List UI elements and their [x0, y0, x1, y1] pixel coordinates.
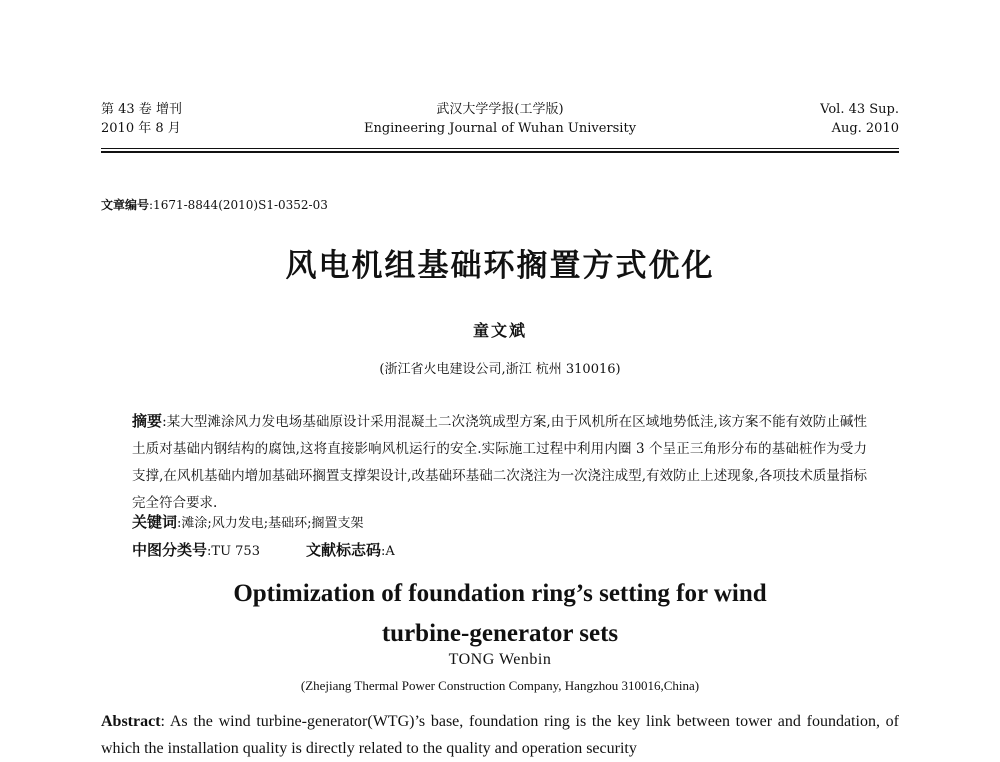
header-right	[820, 100, 899, 138]
classification-value: :TU 753	[207, 544, 260, 559]
abstract-en-text: : As the wind turbine-generator(WTG)’s base, foundation ring is the key link between tower and foundation, of which the installation quality is directly related to the quality and operation security	[101, 713, 899, 757]
paper-title-en-line2: turbine-generator sets	[381, 620, 619, 647]
author-en: TONG Wenbin	[448, 651, 552, 668]
article-number-label: 文章编号	[101, 198, 150, 212]
volume-info: 第 43 卷 增刊	[101, 102, 182, 117]
classification-label: 中图分类号	[132, 541, 208, 559]
keywords-label: 关键词	[132, 513, 178, 531]
journal-name-en: Engineering Journal of Wuhan University	[363, 121, 637, 136]
issue-date-cn: 2010 年 8 月	[101, 121, 181, 136]
doc-code-label: 文献标志码	[305, 541, 381, 559]
article-number-value: :1671-8844(2010)S1-0352-03	[149, 198, 328, 212]
doc-code-value: :A	[380, 544, 395, 559]
author-cn: 童文斌	[472, 321, 527, 340]
affiliation-cn: (浙江省火电建设公司,浙江 杭州 310016)	[379, 362, 621, 377]
abstract-en	[101, 708, 899, 762]
keywords-cn	[132, 512, 364, 534]
journal-name-cn: 武汉大学学报(工学版)	[436, 102, 564, 117]
classification-row	[132, 540, 395, 562]
abstract-cn-label: 摘要	[132, 412, 163, 430]
volume-info-en: Vol. 43 Sup.	[820, 102, 899, 117]
header-rule-thin	[101, 148, 899, 149]
abstract-cn	[132, 408, 867, 517]
keywords-value: :滩涂;风力发电;基础环;搁置支架	[177, 516, 364, 531]
issue-date-en: Aug. 2010	[831, 121, 899, 136]
paper-title-en-line1: Optimization of foundation ring’s setting for wind	[233, 580, 767, 607]
affiliation-en: (Zhejiang Thermal Power Construction Company, Hangzhou 310016,China)	[300, 678, 700, 693]
abstract-en-label: Abstract	[101, 713, 161, 730]
paper-title-en	[0, 574, 1000, 654]
abstract-cn-text: :某大型滩涂风力发电场基础原设计采用混凝土二次浇筑成型方案,由于风机所在区域地势低洼,该方案不能有效防止碱性土质对基础内钢结构的腐蚀,这将直接影响风机运行的安全.实际施工过程中利用内圈 3 个呈正三角形分布的基础桩作为受力支撑,在风机基础内增加基础环搁置支撑架设计,改基础环基础二次浇注为一次浇注成型,有效防止上述现象,各项技术质量指标完全符合要求.	[132, 414, 867, 511]
header-rule-thick	[101, 151, 899, 153]
article-number	[101, 196, 328, 213]
paper-title-cn: 风电机组基础环搁置方式优化	[285, 248, 715, 284]
